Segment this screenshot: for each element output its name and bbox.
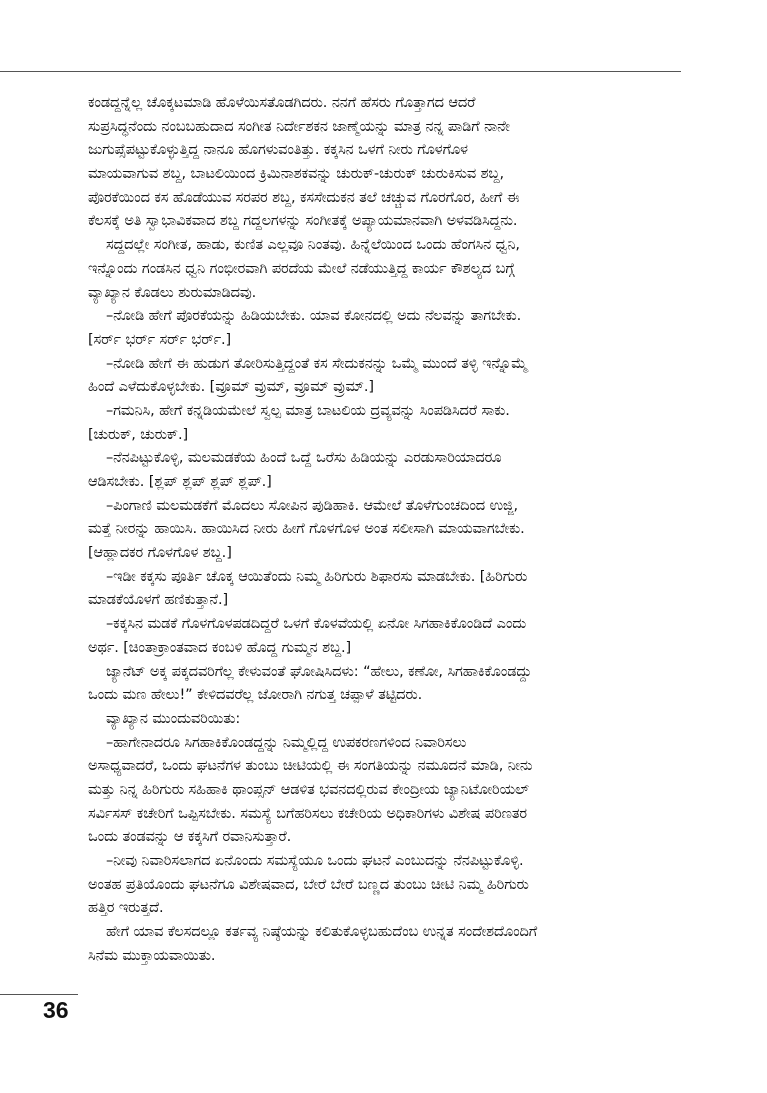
text-line: [ಸರ್ರ್ ಭರ್ರ್ ಸರ್ರ್ ಭರ್ರ್.] bbox=[88, 331, 232, 348]
text-line: ಮತ್ತೆ ನೀರನ್ನು ಹಾಯಿಸಿ. ಹಾಯಿಸಿದ ನೀರು ಹೀಗೆ ಗೊಳಗೊಳ ಅಂತ ಸಲೀಸಾಗಿ ಮಾಯವಾಗಬೇಕು. bbox=[88, 521, 525, 538]
text-line: –ನೋಡಿ ಹೇಗೆ ಈ ಹುಡುಗ ತೋರಿಸುತ್ತಿದ್ದಂತೆ ಕಸ ಸೇದುಕನನ್ನು ಒಮ್ಮೆ ಮುಂದೆ ತಳ್ಳಿ ಇನ್ನೊಮ್ಮೆ bbox=[106, 355, 528, 372]
text-line: –ಪಿಂಗಾಣಿ ಮಲಮಡಕೆಗೆ ಮೊದಲು ಸೋಪಿನ ಪುಡಿಹಾಕಿ. ಆಮೇಲೆ ತೊಳೆಗುಂಚದಿಂದ ಉಜ್ಜಿ, bbox=[106, 497, 519, 514]
text-line: ಸರ್ವಿಸಸ್ ಕಚೇರಿಗೆ ಒಪ್ಪಿಸಬೇಕು. ಸಮಸ್ಯೆ ಬಗೆಹರಿಸಲು ಕಚೇರಿಯ ಅಧಿಕಾರಿಗಳು ವಿಶೇಷ ಪರಿಣತರ bbox=[88, 805, 527, 822]
page-number: 36 bbox=[43, 997, 69, 1023]
body-text bbox=[88, 92, 673, 968]
header-rule bbox=[0, 71, 681, 72]
text-line: ಅಂತಹ ಪ್ರತಿಯೊಂದು ಘಟನೆಗೂ ವಿಶೇಷವಾದ, ಬೇರೆ ಬೇರೆ ಬಣ್ಣದ ತುಂಬು ಚೀಟಿ ನಿಮ್ಮ ಹಿರಿಗುರು bbox=[88, 876, 529, 893]
text-line: ವ್ಯಾಖ್ಯಾನ ಮುಂದುವರಿಯಿತು: bbox=[106, 710, 241, 727]
text-line: ಹತ್ತಿರ ಇರುತ್ತದೆ. bbox=[88, 900, 164, 917]
text-line: ಮಾಯವಾಗುವ ಶಬ್ದ, ಬಾಟಲಿಯಿಂದ ಕ್ರಿಮಿನಾಶಕವನ್ನು ಚುರುಕ್-ಚುರುಕ್ ಚುರುಕಿಸುವ ಶಬ್ದ, bbox=[88, 166, 504, 183]
text-line: ಜುಗುಪ್ಸೆಪಟ್ಟುಕೊಳ್ಳುತ್ತಿದ್ದ ನಾನೂ ಹೊಗಳುವಂತಿತ್ತು. ಕಕ್ಕಸಿನ ಒಳಗೆ ನೀರು ಗೊಳಗೊಳ bbox=[88, 142, 468, 159]
text-line: –ಕಕ್ಕಸಿನ ಮಡಕೆ ಗೊಳಗೊಳಪಡದಿದ್ದರೆ ಒಳಗೆ ಕೊಳವೆಯಲ್ಲಿ ಏನೋ ಸಿಗಹಾಕಿಕೊಂಡಿದೆ ಎಂದು bbox=[106, 616, 527, 633]
text-line: –ನೀವು ನಿವಾರಿಸಲಾಗದ ಏನೊಂದು ಸಮಸ್ಯೆಯೂ ಒಂದು ಘಟನೆ ಎಂಬುದನ್ನು ನೆನಪಿಟ್ಟುಕೊಳ್ಳಿ. bbox=[106, 853, 524, 869]
text-line: ಸುಪ್ರಸಿದ್ಧನೆಂದು ನಂಬಬಹುದಾದ ಸಂಗೀತ ನಿರ್ದೇಶಕನ ಜಾಣ್ಮೆಯನ್ನು ಮಾತ್ರ ನನ್ನ ಪಾಡಿಗೆ ನಾನೇ bbox=[88, 118, 510, 135]
text-line: ಅರ್ಥ. [ಚಿಂತಾಕ್ರಾಂತವಾದ ಕಂಬಳಿ ಹೊದ್ದ ಗುಮ್ಮನ ಶಬ್ದ.] bbox=[88, 639, 352, 656]
text-line: ಇನ್ನೊಂದು ಗಂಡಸಿನ ಧ್ವನಿ ಗಂಭೀರವಾಗಿ ಪರದೆಯ ಮೇಲೆ ನಡೆಯುತ್ತಿದ್ದ ಕಾರ್ಯ ಕೌಶಲ್ಯದ ಬಗ್ಗೆ bbox=[88, 260, 515, 277]
footer-rule bbox=[0, 994, 78, 995]
text-line: –ನೋಡಿ ಹೇಗೆ ಪೊರಕೆಯನ್ನು ಹಿಡಿಯಬೇಕು. ಯಾವ ಕೋನದಲ್ಲಿ ಅದು ನೆಲವನ್ನು ತಾಗಬೇಕು. bbox=[106, 308, 522, 325]
text-line: –ಇಡೀ ಕಕ್ಕಸು ಪೂರ್ತಿ ಚೊಕ್ಕ ಆಯಿತೆಂದು ನಿಮ್ಮ ಹಿರಿಗುರು ಶಿಫಾರಸು ಮಾಡಬೇಕು. [ಹಿರಿಗುರು bbox=[106, 568, 528, 585]
text-line: ಸದ್ದದಲ್ಲೇ ಸಂಗೀತ, ಹಾಡು, ಕುಣಿತ ಎಲ್ಲವೂ ನಿಂತವು. ಹಿನ್ನೆಲೆಯಿಂದ ಒಂದು ಹೆಂಗಸಿನ ಧ್ವನಿ, bbox=[106, 237, 520, 254]
text-line: ಮತ್ತು ನಿನ್ನ ಹಿರಿಗುರು ಸಹಿಹಾಕಿ ಥಾಂಪ್ಸನ್ ಆಡಳಿತ ಭವನದಲ್ಲಿರುವ ಕೇಂದ್ರೀಯ ಜ್ಯಾನಿಟೋರಿಯಲ್ bbox=[88, 781, 530, 798]
text-line: ಒಂದು ತಂಡವನ್ನು ಆ ಕಕ್ಕಸಿಗೆ ರವಾನಿಸುತ್ತಾರೆ. bbox=[88, 829, 292, 846]
text-line: [ಆಹ್ಲಾದಕರ ಗೊಳಗೊಳ ಶಬ್ದ.] bbox=[88, 545, 232, 562]
text-line: –ಹಾಗೇನಾದರೂ ಸಿಗಹಾಕಿಕೊಂಡದ್ದನ್ನು ನಿಮ್ಮಲ್ಲಿದ್ದ ಉಪಕರಣಗಳಿಂದ ನಿವಾರಿಸಲು bbox=[106, 734, 467, 751]
text-line: ಹಿಂದೆ ಎಳೆದುಕೊಳ್ಳಬೇಕು. [ವ್ರೂಮ್ ವ್ರುಮ್, ವ್ರೂಮ್ ವ್ರುಮ್.] bbox=[88, 379, 374, 396]
text-line: ವ್ಯಾಖ್ಯಾನ ಕೊಡಲು ಶುರುಮಾಡಿದವು. bbox=[88, 284, 257, 301]
text-line: –ಗಮನಿಸಿ, ಹೇಗೆ ಕನ್ನಡಿಯಮೇಲೆ ಸ್ವಲ್ಪ ಮಾತ್ರ ಬಾಟಲಿಯ ದ್ರವ್ಯವನ್ನು ಸಿಂಪಡಿಸಿದರೆ ಸಾಕು. bbox=[106, 402, 510, 419]
text-line: ಕಂಡದ್ದನ್ನೆಲ್ಲ ಚೊಕ್ಕಟಮಾಡಿ ಹೊಳೆಯಿಸತೊಡಗಿದರು. ನನಗೆ ಹೆಸರು ಗೊತ್ತಾಗದ ಆದರೆ bbox=[88, 95, 476, 111]
text-line: ಜ್ಯಾನೆಟ್ ಅಕ್ಕ ಪಕ್ಕದವರಿಗೆಲ್ಲ ಕೇಳುವಂತೆ ಘೋಷಿಸಿದಳು: “ಹೇಲು, ಕಣೋ, ಸಿಗಹಾಕಿಕೊಂಡದ್ದು bbox=[106, 663, 532, 680]
text-line: [ಚುರುಕ್, ಚುರುಕ್.] bbox=[88, 426, 189, 443]
text-line: ಕೆಲಸಕ್ಕೆ ಅತಿ ಸ್ವಾಭಾವಿಕವಾದ ಶಬ್ದ ಗದ್ದಲಗಳನ್ನು ಸಂಗೀತಕ್ಕೆ ಅಪ್ಯಾಯಮಾನವಾಗಿ ಅಳವಡಿಸಿದ್ದನು. bbox=[88, 213, 518, 230]
text-line: –ನೆನಪಿಟ್ಟುಕೊಳ್ಳಿ, ಮಲಮಡಕೆಯ ಹಿಂದೆ ಒದ್ದೆ ಒರೆಸು ಹಿಡಿಯನ್ನು ಎರಡುಸಾರಿಯಾದರೂ bbox=[106, 450, 502, 467]
text-line: ಮಾಡಕೆಯೊಳಗೆ ಹಣಿಕುತ್ತಾನೆ.] bbox=[88, 592, 229, 609]
text-line: ಅಸಾಧ್ಯವಾದರೆ, ಒಂದು ಘಟನೆಗಳ ತುಂಬು ಚೀಟಿಯಲ್ಲಿ ಈ ಸಂಗತಿಯನ್ನು ನಮೂದನೆ ಮಾಡಿ, ನೀನು bbox=[88, 758, 533, 775]
text-line: ಪೊರಕೆಯಿಂದ ಕಸ ಹೊಡೆಯುವ ಸರಪರ ಶಬ್ದ, ಕಸಸೇದುಕನ ತಲೆ ಚಚ್ಚುವ ಗೊರಗೊರ, ಹೀಗೆ ಈ bbox=[88, 189, 520, 206]
text-line: ಹೇಗೆ ಯಾವ ಕೆಲಸದಲ್ಲೂ ಕರ್ತವ್ಯ ನಿಷ್ಠೆಯನ್ನು ಕಲಿತುಕೊಳ್ಳಬಹುದೆಂಬ ಉನ್ನತ ಸಂದೇಶದೊಂದಿಗೆ bbox=[106, 924, 538, 941]
text-line: ಸಿನೆಮ ಮುಕ್ತಾಯವಾಯಿತು. bbox=[88, 947, 216, 964]
text-line: ಆಡಿಸಬೇಕು. [ಶ್ಲಪ್ ಶ್ಲಪ್ ಶ್ಲಪ್ ಶ್ಲಪ್.] bbox=[88, 474, 272, 490]
text-line: ಒಂದು ಮಣ ಹೇಲು!” ಕೇಳಿದವರೆಲ್ಲ ಜೋರಾಗಿ ನಗುತ್ತ ಚಪ್ಪಾಳೆ ತಟ್ಟಿದರು. bbox=[88, 687, 423, 704]
